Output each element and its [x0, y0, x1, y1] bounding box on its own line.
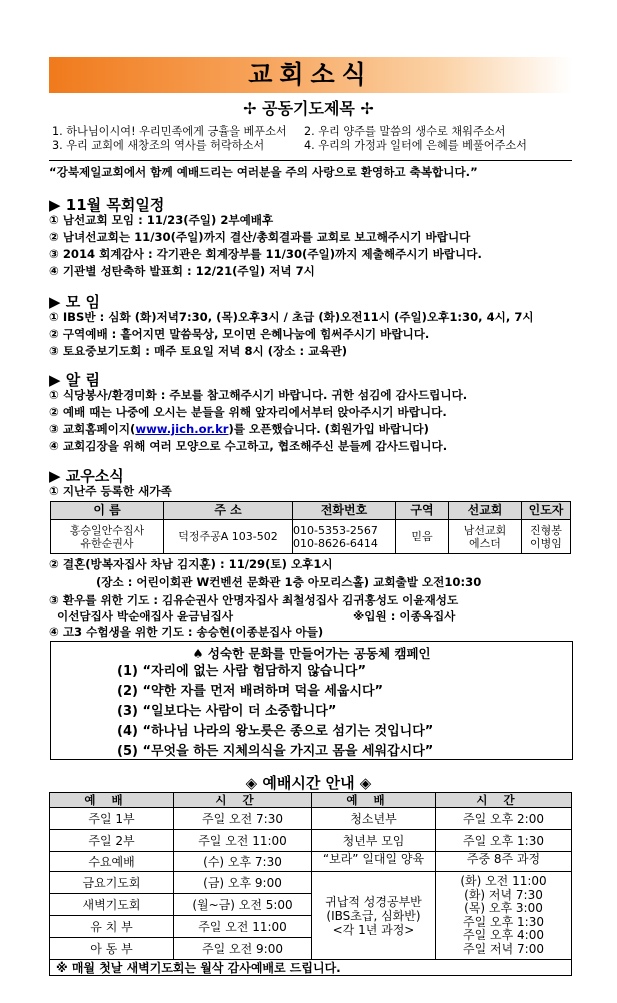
service-time: (금) 오후 9:00 [174, 872, 312, 894]
service-time: 주일 오후 2:00 [436, 808, 572, 830]
prayer-row [52, 125, 572, 139]
table-header-row [51, 502, 571, 520]
wedding-notice: ② 결혼(방복자집사 차남 김지훈) : 11/29(토) 오후1시 [49, 557, 333, 571]
welcome-message: “강북제일교회에서 함께 예배드리는 여러분을 주의 사랑으로 환영하고 축복합니다.” [49, 165, 478, 179]
notice-item: ① 식당봉사/환경미화 : 주보를 참고해주시기 바랍니다. 귀한 섬김에 감사드립니다. [49, 388, 468, 402]
col-header: 예배 [312, 793, 436, 808]
schedule-item: ① 남선교회 모임 : 11/23(주일) 2부예배후 [49, 213, 274, 227]
service-name: 유 치 부 [50, 916, 174, 938]
prayer-item: 4. 우리의 가정과 일터에 은혜를 베풀어주소서 [304, 139, 527, 152]
bible-time: 주일 오후 4:00 [463, 928, 544, 942]
members-sub: ① 지난주 등록한 새가족 [49, 484, 172, 498]
table-row [50, 808, 572, 830]
notice-list [49, 387, 467, 455]
col-header: 인도자 [522, 502, 571, 520]
service-time: 주일 오전 9:00 [174, 938, 312, 960]
cell-district: 믿음 [396, 520, 449, 554]
service-time: (월~금) 오전 5:00 [174, 894, 312, 916]
col-header: 예배 [50, 793, 174, 808]
phone-2: 010-8626-6414 [293, 536, 378, 550]
homepage-link[interactable]: www.jich.or.kr [135, 422, 229, 436]
service-name: 주일 2부 [50, 830, 174, 852]
footnote-row [50, 960, 572, 976]
campaign-item: (5) “무엇을 하든 지체의식을 가지고 몸을 세워갑시다” [117, 744, 434, 759]
notice-item: ④ 교회김장을 위해 여러 모양으로 수고하고, 협조해주신 분들께 감사드립니다. [49, 439, 448, 453]
campaign-box [50, 641, 573, 760]
schedule-item: ④ 기관별 성탄축하 발표회 : 12/21(주일) 저녁 7시 [49, 264, 315, 278]
bible-name-1: 귀납적 성경공부반 [325, 894, 422, 909]
notice-item: ② 예배 때는 나중에 오시는 분들을 위해 앞자리에서부터 앉아주시기 바랍니다. [49, 405, 447, 419]
col-header: 선교회 [449, 502, 522, 520]
meeting-title: ▶ 모 임 [49, 293, 100, 311]
notice-item [49, 421, 467, 438]
col-header: 이 름 [51, 502, 164, 520]
meeting-list [49, 309, 534, 360]
service-time: 주일 오전 11:00 [174, 830, 312, 852]
service-name: 수요예배 [50, 852, 174, 872]
guide-2: 이병임 [530, 536, 562, 550]
service-time: 주일 오후 1:30 [436, 830, 572, 852]
prayer-item: 1. 하나님이시여! 우리민족에게 긍휼을 베푸소서 [52, 125, 287, 138]
schedule-list [49, 212, 482, 280]
schedule-item: ③ 2014 회계감사 : 각기관은 회계장부를 11/30(주일)까지 제출해주시기 바랍니다. [49, 247, 482, 261]
meeting-item: ③ 토요중보기도회 : 매주 토요일 저녁 8시 (장소 : 교육관) [49, 344, 348, 358]
service-name: 금요기도회 [50, 872, 174, 894]
schedule-title: ▶ 11월 목회일정 [49, 196, 165, 214]
service-name: 새벽기도회 [50, 894, 174, 916]
service-time: 주중 8주 과정 [436, 852, 572, 872]
prayer-item: 2. 우리 양주를 말씀의 생수로 채워주소서 [304, 125, 506, 138]
bible-time: 주일 저녁 7:00 [463, 941, 544, 956]
col-header: 주 소 [164, 502, 293, 520]
mission-2: 에스더 [469, 536, 501, 550]
col-header: 구역 [396, 502, 449, 520]
table-row [50, 872, 572, 894]
homepage-suffix: )를 오픈했습니다. (회원가입 바랍니다) [228, 422, 429, 436]
service-name: 아 동 부 [50, 938, 174, 960]
table-row [51, 520, 571, 554]
name-2: 유한순권사 [80, 536, 134, 550]
bible-time: (화) 오전 11:00 [460, 874, 547, 888]
prayer-list [52, 125, 572, 153]
service-time: 주일 오전 11:00 [174, 916, 312, 938]
homepage-prefix: ③ 교회홈페이지( [49, 422, 136, 436]
news-banner [49, 57, 572, 93]
service-name: “보라” 일대일 양육 [312, 852, 436, 872]
prayer-row [52, 139, 572, 153]
sick-prayer: ③ 환우를 위한 기도 : 김유순권사 안명자집사 최철성집사 김귀홍성도 이윤재성도 [49, 593, 459, 607]
bible-name-3: <각 1년 과정> [332, 922, 415, 937]
meeting-item: ① IBS반 : 심화 (화)저녁7:30, (목)오후3시 / 초급 (화)오전11시 (주일)오후1:30, 4시, 7시 [49, 310, 534, 324]
prayer-item: 3. 우리 교회에 새창조의 역사를 허락하소서 [52, 139, 265, 152]
guide-1: 진형봉 [530, 523, 562, 537]
phone-1: 010-5353-2567 [293, 523, 378, 537]
banner-title: 교회소식 [248, 60, 373, 89]
service-name: 주일 1부 [50, 808, 174, 830]
sick-prayer-cont: 이선담집사 박순애집사 윤금님집사 [57, 609, 234, 623]
prayer-title: ✢ 공동기도제목 ✢ [243, 99, 374, 118]
new-family-table [50, 501, 571, 554]
bible-study-name [312, 872, 436, 960]
campaign-item: (1) “자리에 없는 사람 험담하지 않습니다” [117, 664, 367, 679]
cell-name [51, 520, 164, 554]
services-title: ◈ 예배시간 안내 ◈ [245, 774, 372, 792]
schedule-item: ② 남녀선교회는 11/30(주일)까지 결산/총회결과를 교회로 보고해주시기 바랍니다 [49, 230, 471, 244]
service-name: 청소년부 [312, 808, 436, 830]
campaign-item: (2) “약한 자를 먼저 배려하며 덕을 세웁시다” [117, 684, 384, 699]
service-time: 주일 오전 7:30 [174, 808, 312, 830]
meeting-item: ② 구역예배 : 흩어지면 말씀묵상, 모이면 은혜나눔에 힘써주시기 바랍니다. [49, 327, 430, 341]
campaign-title: ♠ 성숙한 문화를 만들어가는 공동체 캠페인 [192, 646, 431, 661]
cell-guide [522, 520, 571, 554]
cell-phone [293, 520, 396, 554]
service-table [49, 792, 572, 976]
divider [49, 160, 572, 161]
bible-time: 주일 오후 1:30 [463, 914, 544, 929]
table-row [50, 852, 572, 872]
notice-title: ▶ 알 림 [49, 371, 100, 389]
col-header: 전화번호 [293, 502, 396, 520]
mission-1: 남선교회 [463, 523, 507, 537]
cell-mission [449, 520, 522, 554]
service-footnote: ※ 매월 첫날 새벽기도회는 월삭 감사예배로 드립니다. [50, 960, 572, 976]
bible-time: (화) 저녁 7:30 [464, 887, 543, 902]
cell-address: 덕정주공A 103-502 [164, 520, 293, 554]
bible-study-times [436, 872, 572, 960]
hospitalized: ※입원 : 이종옥집사 [353, 609, 456, 623]
service-name: 청년부 모임 [312, 830, 436, 852]
campaign-item: (4) “하나님 나라의 왕노릇은 종으로 섬기는 것입니다” [117, 724, 434, 739]
members-title: ▶ 교우소식 [49, 467, 124, 485]
table-row [50, 830, 572, 852]
campaign-item: (3) “일보다는 사람이 더 소중합니다” [117, 704, 337, 719]
bible-time: (목) 오후 3:00 [464, 901, 543, 915]
table-header-row [50, 793, 572, 808]
student-prayer: ④ 고3 수험생을 위한 기도 : 송승현(이종분집사 아들) [49, 625, 324, 639]
service-time: (수) 오후 7:30 [174, 852, 312, 872]
name-1: 홍승일안수집사 [69, 523, 145, 537]
wedding-place: (장소 : 어린이회관 W컨벤션 문화관 1층 아모리스홀) 교회출발 오전10:30 [96, 575, 482, 589]
col-header: 시간 [174, 793, 312, 808]
col-header: 시간 [436, 793, 572, 808]
bible-name-2: (IBS초급, 심화반) [326, 908, 421, 923]
